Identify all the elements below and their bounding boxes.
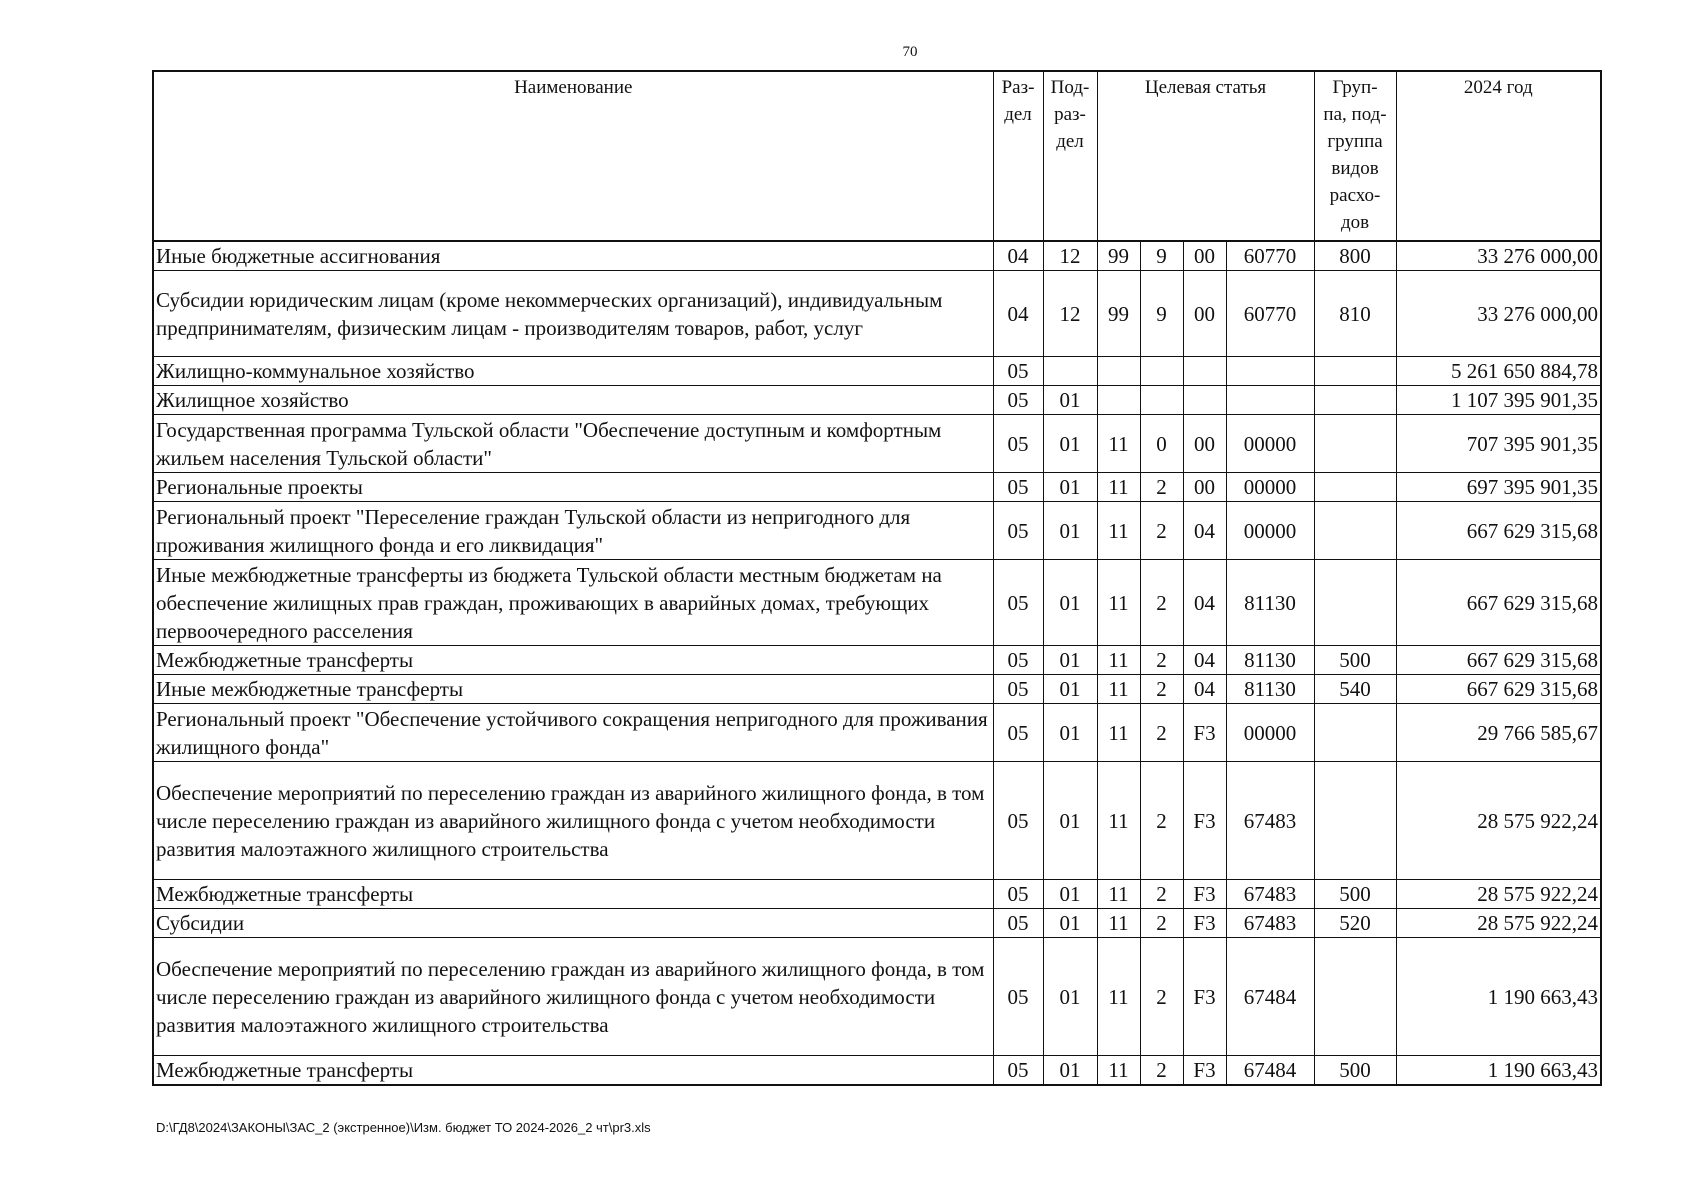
row-program-code: 11 bbox=[1097, 415, 1140, 473]
table-row bbox=[153, 502, 1601, 560]
header-name: Наименование bbox=[153, 71, 993, 241]
row-expense-group: 800 bbox=[1314, 241, 1396, 271]
row-program-code: 11 bbox=[1097, 646, 1140, 675]
header-section: Раз- дел bbox=[993, 71, 1043, 241]
row-name: Региональный проект "Переселение граждан Тульской области из непригодного для проживания жилищного фонда и его ликвидация" bbox=[153, 502, 993, 560]
row-section: 05 bbox=[993, 560, 1043, 646]
row-program-code bbox=[1097, 357, 1140, 386]
row-section: 05 bbox=[993, 646, 1043, 675]
row-subsection: 01 bbox=[1043, 560, 1097, 646]
row-name: Жилищное хозяйство bbox=[153, 386, 993, 415]
row-name: Иные межбюджетные трансферты bbox=[153, 675, 993, 704]
row-expense-group bbox=[1314, 938, 1396, 1056]
row-project-code bbox=[1183, 386, 1226, 415]
row-subprogram-code: 2 bbox=[1140, 704, 1183, 762]
budget-table bbox=[152, 70, 1602, 1086]
row-subsection: 01 bbox=[1043, 909, 1097, 938]
row-expense-group bbox=[1314, 473, 1396, 502]
table-row bbox=[153, 1056, 1601, 1086]
row-subsection: 01 bbox=[1043, 762, 1097, 880]
row-project-code: 04 bbox=[1183, 675, 1226, 704]
row-subprogram-code: 2 bbox=[1140, 502, 1183, 560]
row-expense-group: 520 bbox=[1314, 909, 1396, 938]
table-row bbox=[153, 646, 1601, 675]
row-direction-code: 67483 bbox=[1226, 880, 1314, 909]
row-program-code: 11 bbox=[1097, 502, 1140, 560]
row-expense-group bbox=[1314, 502, 1396, 560]
row-subsection bbox=[1043, 357, 1097, 386]
row-section: 05 bbox=[993, 415, 1043, 473]
row-amount: 28 575 922,24 bbox=[1396, 880, 1601, 909]
table-row bbox=[153, 473, 1601, 502]
row-project-code: 00 bbox=[1183, 473, 1226, 502]
row-direction-code: 60770 bbox=[1226, 271, 1314, 357]
header-target-article: Целевая статья bbox=[1097, 71, 1314, 241]
row-name: Межбюджетные трансферты bbox=[153, 1056, 993, 1086]
row-project-code: F3 bbox=[1183, 704, 1226, 762]
row-expense-group bbox=[1314, 357, 1396, 386]
row-program-code: 11 bbox=[1097, 880, 1140, 909]
row-section: 05 bbox=[993, 473, 1043, 502]
row-project-code: F3 bbox=[1183, 938, 1226, 1056]
row-project-code: 00 bbox=[1183, 415, 1226, 473]
table-row bbox=[153, 938, 1601, 1056]
row-subprogram-code bbox=[1140, 386, 1183, 415]
row-subsection: 01 bbox=[1043, 473, 1097, 502]
table-row bbox=[153, 560, 1601, 646]
row-amount: 29 766 585,67 bbox=[1396, 704, 1601, 762]
row-amount: 1 107 395 901,35 bbox=[1396, 386, 1601, 415]
row-subprogram-code: 2 bbox=[1140, 762, 1183, 880]
table-row bbox=[153, 386, 1601, 415]
row-expense-group bbox=[1314, 415, 1396, 473]
table-row bbox=[153, 241, 1601, 271]
row-name: Обеспечение мероприятий по переселению граждан из аварийного жилищного фонда, в том числе переселению граждан из аварийного жилищного фонда с учетом необходимости развития малоэтажного жилищного строительства bbox=[153, 938, 993, 1056]
row-subprogram-code: 2 bbox=[1140, 646, 1183, 675]
row-project-code: F3 bbox=[1183, 1056, 1226, 1086]
row-name: Межбюджетные трансферты bbox=[153, 646, 993, 675]
row-program-code: 99 bbox=[1097, 271, 1140, 357]
row-program-code: 11 bbox=[1097, 473, 1140, 502]
row-section: 05 bbox=[993, 704, 1043, 762]
row-amount: 1 190 663,43 bbox=[1396, 938, 1601, 1056]
row-name: Субсидии bbox=[153, 909, 993, 938]
row-program-code: 11 bbox=[1097, 560, 1140, 646]
row-section: 05 bbox=[993, 357, 1043, 386]
row-project-code: 04 bbox=[1183, 502, 1226, 560]
row-project-code: 00 bbox=[1183, 271, 1226, 357]
row-direction-code: 81130 bbox=[1226, 675, 1314, 704]
table-row bbox=[153, 909, 1601, 938]
row-subprogram-code: 0 bbox=[1140, 415, 1183, 473]
row-subsection: 01 bbox=[1043, 675, 1097, 704]
row-expense-group: 810 bbox=[1314, 271, 1396, 357]
row-project-code: F3 bbox=[1183, 762, 1226, 880]
row-section: 05 bbox=[993, 675, 1043, 704]
row-name: Иные межбюджетные трансферты из бюджета Тульской области местным бюджетам на обеспечение жилищных прав граждан, проживающих в аварийных домах, требующих первоочередного расселения bbox=[153, 560, 993, 646]
row-section: 05 bbox=[993, 1056, 1043, 1086]
file-path-footer: D:\ГД8\2024\ЗАКОНЫ\ЗАС_2 (экстренное)\Изм. бюджет ТО 2024-2026_2 чт\pr3.xls bbox=[156, 1120, 651, 1135]
table-row bbox=[153, 880, 1601, 909]
row-expense-group: 500 bbox=[1314, 646, 1396, 675]
row-subprogram-code: 9 bbox=[1140, 241, 1183, 271]
row-subprogram-code: 9 bbox=[1140, 271, 1183, 357]
page-number: 70 bbox=[902, 44, 918, 60]
row-subprogram-code: 2 bbox=[1140, 473, 1183, 502]
row-subprogram-code bbox=[1140, 357, 1183, 386]
row-section: 05 bbox=[993, 909, 1043, 938]
table-row bbox=[153, 357, 1601, 386]
row-direction-code: 00000 bbox=[1226, 704, 1314, 762]
row-expense-group: 500 bbox=[1314, 1056, 1396, 1086]
row-name: Межбюджетные трансферты bbox=[153, 880, 993, 909]
row-expense-group bbox=[1314, 386, 1396, 415]
row-subsection: 01 bbox=[1043, 704, 1097, 762]
row-subsection: 01 bbox=[1043, 880, 1097, 909]
header-subsection: Под- раз- дел bbox=[1043, 71, 1097, 241]
row-subprogram-code: 2 bbox=[1140, 938, 1183, 1056]
row-name: Жилищно-коммунальное хозяйство bbox=[153, 357, 993, 386]
row-subsection: 01 bbox=[1043, 502, 1097, 560]
row-direction-code: 00000 bbox=[1226, 502, 1314, 560]
row-project-code bbox=[1183, 357, 1226, 386]
row-name: Субсидии юридическим лицам (кроме некоммерческих организаций), индивидуальным предпринимателям, физическим лицам - производителям товаров, работ, услуг bbox=[153, 271, 993, 357]
row-project-code: 04 bbox=[1183, 560, 1226, 646]
row-subsection: 01 bbox=[1043, 415, 1097, 473]
row-direction-code: 67484 bbox=[1226, 938, 1314, 1056]
row-name: Региональные проекты bbox=[153, 473, 993, 502]
row-expense-group bbox=[1314, 560, 1396, 646]
row-section: 04 bbox=[993, 241, 1043, 271]
row-section: 05 bbox=[993, 762, 1043, 880]
row-subprogram-code: 2 bbox=[1140, 1056, 1183, 1086]
row-program-code: 11 bbox=[1097, 704, 1140, 762]
table-row bbox=[153, 415, 1601, 473]
row-direction-code bbox=[1226, 386, 1314, 415]
table-row bbox=[153, 675, 1601, 704]
row-amount: 33 276 000,00 bbox=[1396, 271, 1601, 357]
row-amount: 697 395 901,35 bbox=[1396, 473, 1601, 502]
row-program-code: 11 bbox=[1097, 762, 1140, 880]
row-name: Обеспечение мероприятий по переселению граждан из аварийного жилищного фонда, в том числе переселению граждан из аварийного жилищного фонда с учетом необходимости развития малоэтажного жилищного строительства bbox=[153, 762, 993, 880]
row-direction-code: 00000 bbox=[1226, 415, 1314, 473]
row-project-code: F3 bbox=[1183, 880, 1226, 909]
row-amount: 667 629 315,68 bbox=[1396, 675, 1601, 704]
row-expense-group: 540 bbox=[1314, 675, 1396, 704]
row-subsection: 01 bbox=[1043, 386, 1097, 415]
row-subprogram-code: 2 bbox=[1140, 675, 1183, 704]
row-amount: 667 629 315,68 bbox=[1396, 502, 1601, 560]
row-subprogram-code: 2 bbox=[1140, 560, 1183, 646]
row-direction-code: 00000 bbox=[1226, 473, 1314, 502]
row-expense-group bbox=[1314, 762, 1396, 880]
row-amount: 28 575 922,24 bbox=[1396, 909, 1601, 938]
table-row bbox=[153, 704, 1601, 762]
row-subsection: 01 bbox=[1043, 938, 1097, 1056]
row-direction-code: 81130 bbox=[1226, 646, 1314, 675]
row-subprogram-code: 2 bbox=[1140, 909, 1183, 938]
row-section: 05 bbox=[993, 386, 1043, 415]
row-program-code: 11 bbox=[1097, 1056, 1140, 1086]
header-expense-group: Груп- па, под- группа видов расхо- дов bbox=[1314, 71, 1396, 241]
row-name: Государственная программа Тульской области "Обеспечение доступным и комфортным жильем населения Тульской области" bbox=[153, 415, 993, 473]
row-name: Иные бюджетные ассигнования bbox=[153, 241, 993, 271]
row-subsection: 01 bbox=[1043, 1056, 1097, 1086]
row-amount: 28 575 922,24 bbox=[1396, 762, 1601, 880]
table-row bbox=[153, 271, 1601, 357]
row-program-code: 99 bbox=[1097, 241, 1140, 271]
row-subprogram-code: 2 bbox=[1140, 880, 1183, 909]
table-row bbox=[153, 762, 1601, 880]
row-direction-code: 60770 bbox=[1226, 241, 1314, 271]
header-year: 2024 год bbox=[1396, 71, 1601, 241]
row-section: 05 bbox=[993, 938, 1043, 1056]
row-amount: 707 395 901,35 bbox=[1396, 415, 1601, 473]
row-program-code: 11 bbox=[1097, 938, 1140, 1056]
row-section: 04 bbox=[993, 271, 1043, 357]
row-project-code: 00 bbox=[1183, 241, 1226, 271]
row-direction-code: 67483 bbox=[1226, 762, 1314, 880]
row-direction-code: 81130 bbox=[1226, 560, 1314, 646]
row-direction-code bbox=[1226, 357, 1314, 386]
row-project-code: 04 bbox=[1183, 646, 1226, 675]
table-header-row bbox=[153, 71, 1601, 241]
row-section: 05 bbox=[993, 502, 1043, 560]
row-direction-code: 67484 bbox=[1226, 1056, 1314, 1086]
row-name: Региональный проект "Обеспечение устойчивого сокращения непригодного для проживания жилищного фонда" bbox=[153, 704, 993, 762]
row-subsection: 01 bbox=[1043, 646, 1097, 675]
row-direction-code: 67483 bbox=[1226, 909, 1314, 938]
row-subsection: 12 bbox=[1043, 271, 1097, 357]
row-project-code: F3 bbox=[1183, 909, 1226, 938]
row-amount: 33 276 000,00 bbox=[1396, 241, 1601, 271]
row-subsection: 12 bbox=[1043, 241, 1097, 271]
row-program-code bbox=[1097, 386, 1140, 415]
row-amount: 1 190 663,43 bbox=[1396, 1056, 1601, 1086]
table-body bbox=[153, 241, 1601, 1085]
row-amount: 667 629 315,68 bbox=[1396, 560, 1601, 646]
row-amount: 667 629 315,68 bbox=[1396, 646, 1601, 675]
row-program-code: 11 bbox=[1097, 675, 1140, 704]
row-program-code: 11 bbox=[1097, 909, 1140, 938]
row-amount: 5 261 650 884,78 bbox=[1396, 357, 1601, 386]
row-expense-group: 500 bbox=[1314, 880, 1396, 909]
row-expense-group bbox=[1314, 704, 1396, 762]
row-section: 05 bbox=[993, 880, 1043, 909]
